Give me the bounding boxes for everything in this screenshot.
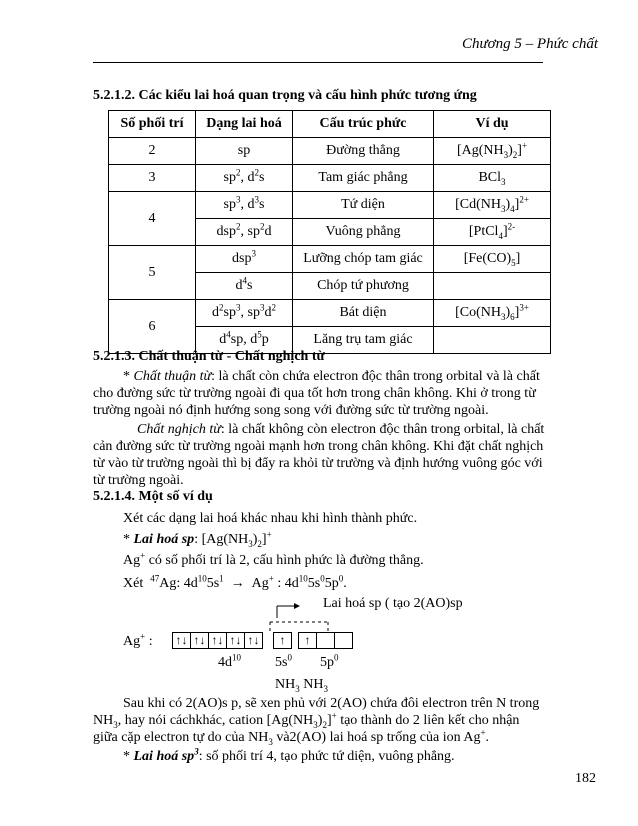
bracket-arrow-head bbox=[294, 603, 300, 609]
cell-example: $[Fe(CO)_5]$ bbox=[434, 246, 551, 273]
section-heading-5214: 5.2.1.4. Một số ví dụ bbox=[93, 489, 213, 504]
after-paragraph: Sau khi có 2(AO)s p, sẽ xen phủ với 2(AO) chứa đôi electron trên N trong $NH_3$, hay nói cáchkhác, cation $[Ag(NH_3)_2]^+$ tạo thành do 2 liên kết cho nhận giữa cặp electron tự do của $NH_3$ và2(AO) lai hoá sp trống của ion Ag+. bbox=[93, 696, 540, 747]
table-row bbox=[109, 138, 551, 165]
orbital-4d-2: ↑↓ bbox=[190, 632, 209, 649]
ag-ion-label: Ag+ : bbox=[123, 631, 153, 649]
diamagnetic-term: Chất nghịch từ bbox=[137, 422, 221, 437]
cell-example: BCl$_3$ bbox=[434, 165, 551, 192]
cell-example bbox=[434, 273, 551, 300]
cell-example bbox=[434, 327, 551, 354]
ag-description-line: Ag+ có số phối trí là 2, cấu hình phức là đường thẳng. bbox=[123, 550, 424, 568]
cell-hyb: $d^2sp^3$, $sp^3d^2$ bbox=[196, 300, 293, 327]
table-row bbox=[109, 192, 551, 219]
orbital-4d-5: ↑↓ bbox=[244, 632, 263, 649]
cell-cn: 6 bbox=[109, 300, 196, 354]
cell-struct: Lăng trụ tam giác bbox=[293, 327, 434, 354]
table-row bbox=[109, 246, 551, 273]
intro-line: Xét các dạng lai hoá khác nhau khi hình thành phức. bbox=[123, 511, 418, 526]
cell-struct: Đường thẳng bbox=[293, 138, 434, 165]
cell-example: [PtCl$_4$]$^{2-}$ bbox=[434, 219, 551, 246]
cell-hyb: $sp^2$, $d^2s$ bbox=[196, 165, 293, 192]
header-rule bbox=[93, 62, 543, 63]
col-header-coordination: Số phối trí bbox=[109, 111, 196, 138]
cell-struct: Bát diện bbox=[293, 300, 434, 327]
cell-struct: Chóp tứ phương bbox=[293, 273, 434, 300]
diamagnetic-paragraph: Chất nghịch từ: là chất không còn electron độc thân trong orbital, là chất cản đường sức từ trường ngoài mạnh hơn trong chân không. Khi đặt chất nghịch từ vào từ trường ngoài thì bị đẩy ra khỏi từ trường và định hướng vuông góc với từ trường ngoài. bbox=[93, 422, 545, 488]
section-heading-5212: 5.2.1.2. Các kiểu lai hoá quan trọng và cấu hình phức tương ứng bbox=[93, 88, 477, 103]
table-row bbox=[109, 300, 551, 327]
cell-example: $[Cd(NH_3)_4]^{2+}$ bbox=[434, 192, 551, 219]
electron-config-line: Xét $^{47}$Ag: $4d^{10}5s^1 \to Ag^+$ : $4d^{10}5s^05p^0$. bbox=[123, 573, 347, 591]
cell-cn: 2 bbox=[109, 138, 196, 165]
hybridization-bracket bbox=[264, 598, 344, 634]
cell-struct: Lưỡng chóp tam giác bbox=[293, 246, 434, 273]
orbital-5p-3 bbox=[334, 632, 353, 649]
paramagnetic-term: Chất thuận từ bbox=[133, 369, 212, 384]
table-header-row bbox=[109, 111, 551, 138]
chapter-header: Chương 5 – Phức chất bbox=[461, 36, 598, 52]
orbital-5s: ↑ bbox=[273, 632, 292, 649]
table-row bbox=[109, 165, 551, 192]
col-header-structure: Cấu trúc phức bbox=[293, 111, 434, 138]
cell-cn: 4 bbox=[109, 192, 196, 246]
cell-struct: Vuông phẳng bbox=[293, 219, 434, 246]
orbital-4d-3: ↑↓ bbox=[208, 632, 227, 649]
col-header-hybridization: Dạng lai hoá bbox=[196, 111, 293, 138]
orbital-5p-1: ↑ bbox=[298, 632, 317, 649]
cell-hyb: dsp$^2$, $sp^2d$ bbox=[196, 219, 293, 246]
cell-hyb: sp bbox=[196, 138, 293, 165]
cell-struct: Tứ diện bbox=[293, 192, 434, 219]
orbital-4d-4: ↑↓ bbox=[226, 632, 245, 649]
cell-hyb: $d^4s$ bbox=[196, 273, 293, 300]
orbital-5p-2 bbox=[316, 632, 335, 649]
label-5p: $5p^0$ bbox=[320, 652, 339, 670]
cell-hyb: $d^4sp$, $d^5p$ bbox=[196, 327, 293, 354]
section-heading-5213: 5.2.1.3. Chất thuận từ - Chất nghịch từ bbox=[93, 349, 325, 364]
sp3-example-line: * Lai hoá $sp^3$: số phối trí 4, tạo phức tứ diện, vuông phẳng. bbox=[123, 746, 455, 764]
label-5s: $5s^0$ bbox=[275, 652, 292, 670]
sp-example-line: * Lai hoá sp: $[Ag(NH_3)_2]^+$ bbox=[123, 529, 272, 549]
ligand-labels: $NH_3$ $NH_3$ bbox=[275, 677, 328, 694]
hybridization-table bbox=[108, 110, 551, 354]
orbital-4d-1: ↑↓ bbox=[172, 632, 191, 649]
page-number: 182 bbox=[575, 771, 596, 786]
cell-cn: 5 bbox=[109, 246, 196, 300]
paramagnetic-paragraph: * Chất thuận từ: là chất còn chứa electron độc thân trong orbital và là chất cho đường sức từ trường ngoài đi qua tốt hơn trong chân không. Khi ở trong từ trường ngoài nó định hướng song song với đường sức từ trường ngoài. bbox=[93, 369, 540, 418]
cell-hyb: dsp$^3$ bbox=[196, 246, 293, 273]
cell-example: $[Ag(NH_3)_2]^+$ bbox=[434, 138, 551, 165]
col-header-example: Ví dụ bbox=[434, 111, 551, 138]
cell-example: $[Co(NH_3)_6]^{3+}$ bbox=[434, 300, 551, 327]
label-4d: $4d^{10}$ bbox=[218, 652, 241, 670]
cell-struct: Tam giác phẳng bbox=[293, 165, 434, 192]
cell-hyb: $sp^3$, $d^3s$ bbox=[196, 192, 293, 219]
hybridization-note: Lai hoá sp ( tạo 2(AO)sp bbox=[323, 596, 463, 611]
cell-cn: 3 bbox=[109, 165, 196, 192]
